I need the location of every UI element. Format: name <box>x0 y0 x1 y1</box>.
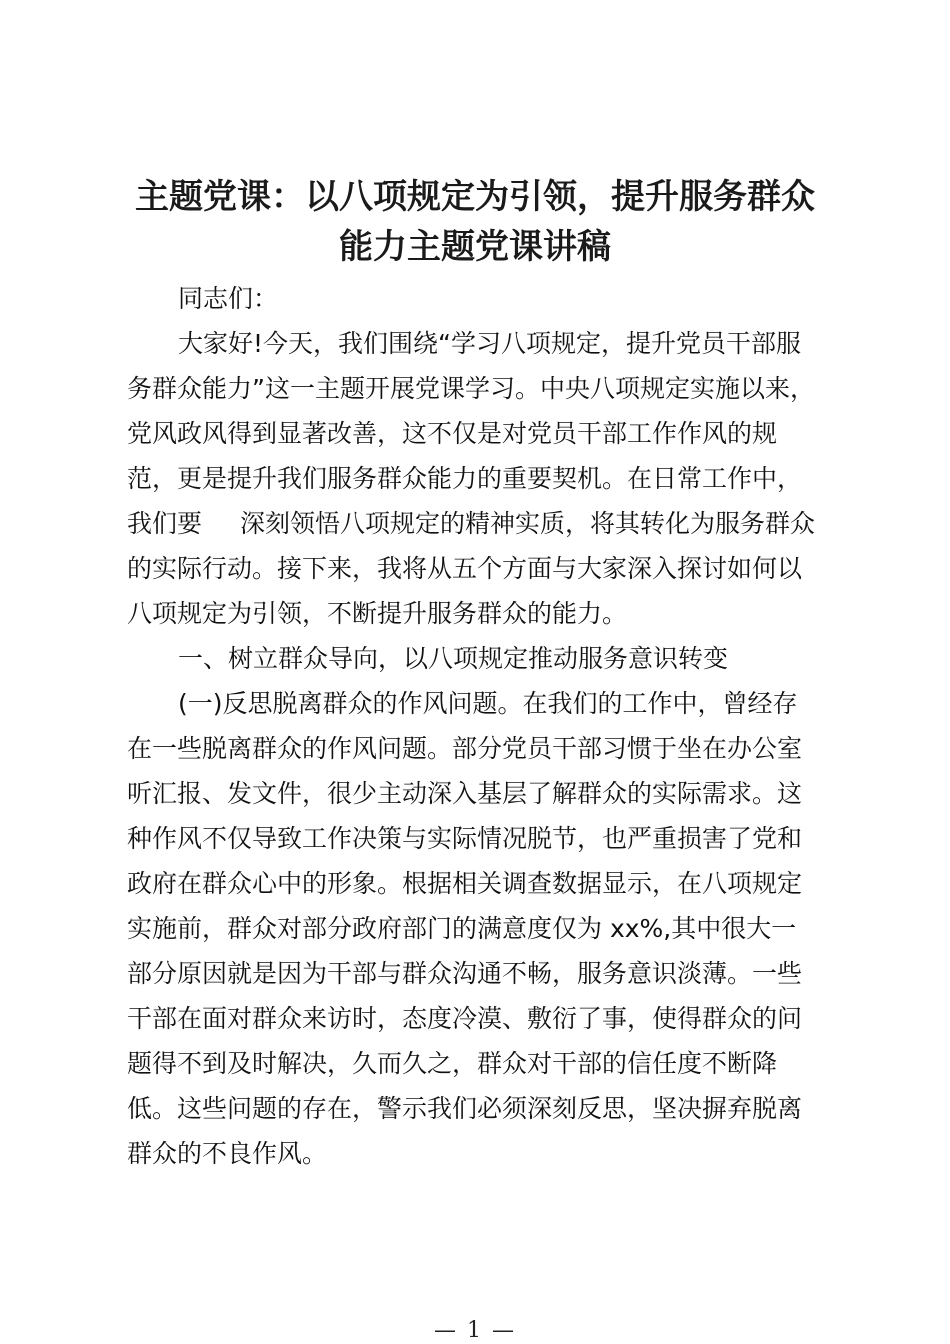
paragraph-line: 题得不到及时解决，久而久之，群众对干部的信任度不断降 <box>127 1049 778 1078</box>
paragraph-line-split <box>127 501 827 546</box>
paragraph-fragment: 我们要 <box>127 509 203 538</box>
paragraph-line: 听汇报、发文件，很少主动深入基层了解群众的实际需求。这 <box>127 779 803 808</box>
document-title <box>110 172 840 272</box>
paragraph-line: 在一些脱离群众的作风问题。部分党员干部习惯于坐在办公室 <box>127 734 803 763</box>
paragraph-fragment: 深刻领悟八项规定的精神实质，将其转化为服务群众 <box>240 509 816 538</box>
title-line-2: 能力主题党课讲稿 <box>339 227 611 267</box>
title-line-1: 主题党课：以八项规定为引领，提升服务群众 <box>135 177 815 217</box>
paragraph-line: 党风政风得到显著改善，这不仅是对党员干部工作作风的规 <box>127 419 778 448</box>
paragraph-line: 务群众能力”这一主题开展党课学习。中央八项规定实施以来， <box>127 374 815 403</box>
paragraph-line: 政府在群众心中的形象。根据相关调查数据显示，在八项规定 <box>127 869 803 898</box>
salutation: 同志们： <box>178 284 279 313</box>
paragraph-line: 低。这些问题的存在，警示我们必须深刻反思，坚决摒弃脱离 <box>127 1094 803 1123</box>
paragraph-line: 部分原因就是因为干部与群众沟通不畅，服务意识淡薄。一些 <box>127 959 803 988</box>
document-body <box>127 276 827 1176</box>
page-number: — 1 — <box>434 1318 516 1343</box>
paragraph-line: (一)反思脱离群众的作风问题。在我们的工作中，曾经存 <box>178 689 798 718</box>
paragraph-line: 的实际行动。接下来，我将从五个方面与大家深入探讨如何以 <box>127 554 803 583</box>
paragraph-line: 八项规定为引领，不断提升服务群众的能力。 <box>127 599 628 628</box>
paragraph-line: 干部在面对群众来访时，态度冷漠、敷衍了事，使得群众的问 <box>127 1004 803 1033</box>
paragraph-line: 群众的不良作风。 <box>127 1139 328 1168</box>
paragraph-line: 实施前，群众对部分政府部门的满意度仅为 xx%,其中很大一 <box>127 914 797 943</box>
paragraph-intro <box>127 321 827 636</box>
paragraph-line: 范，更是提升我们服务群众能力的重要契机。在日常工作中， <box>127 464 803 493</box>
paragraph-line: 大家好!今天，我们围绕“学习八项规定，提升党员干部服 <box>178 329 801 358</box>
section-heading: 一、树立群众导向，以八项规定推动服务意识转变 <box>178 644 729 673</box>
paragraph-line: 种作风不仅导致工作决策与实际情况脱节，也严重损害了党和 <box>127 824 803 853</box>
paragraph-section-1-1 <box>127 681 827 1176</box>
